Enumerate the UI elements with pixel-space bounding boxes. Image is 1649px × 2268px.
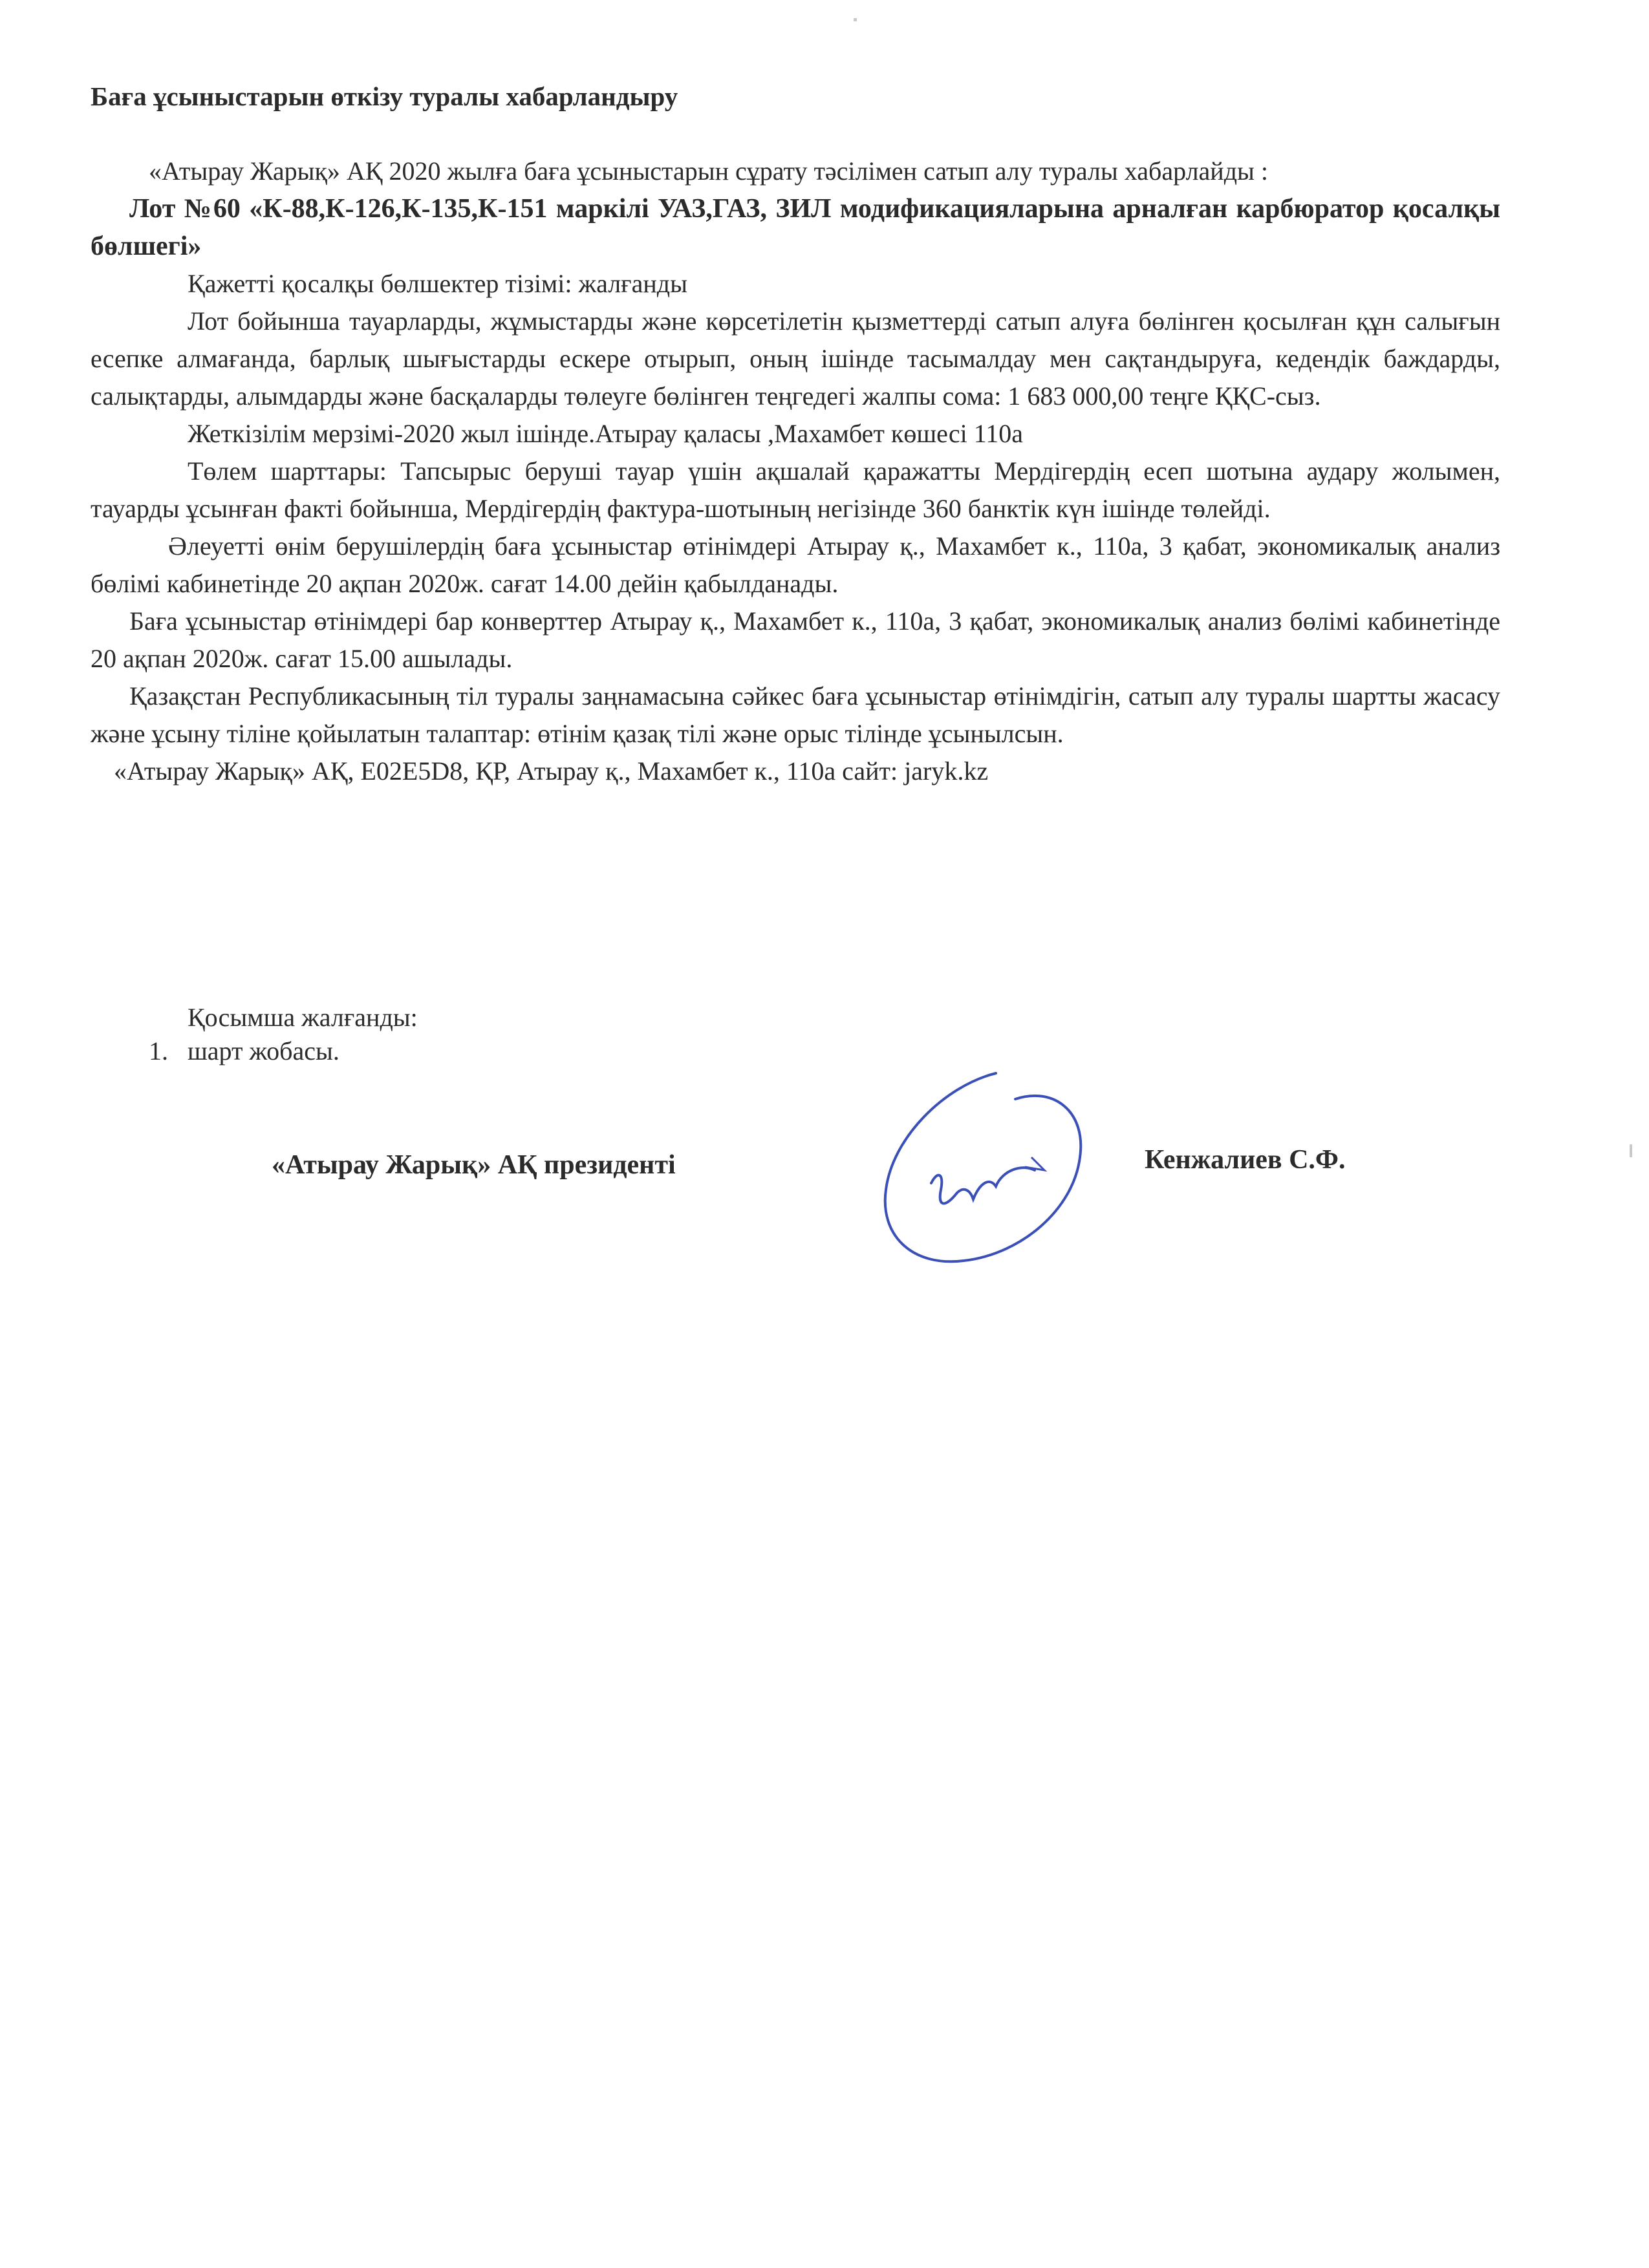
document-body	[91, 78, 1500, 790]
lot-heading: Лот №60 «К-88,К-126,К-135,К-151 маркілі УАЗ,ГАЗ, ЗИЛ модификацияларына арналған карбюратор қосалқы бөлшегі»	[91, 194, 1500, 261]
scan-mark	[1630, 1144, 1632, 1157]
intro-paragraph: «Атырау Жарық» АҚ 2020 жылға баға ұсыныстарын сұрату тәсілімен сатып алу туралы хабарлайды :	[149, 156, 1269, 186]
delivery-paragraph: Жеткізілім мерзімі-2020 жыл ішінде.Атырау қаласы ,Махамбет көшесі 110а	[188, 419, 1024, 448]
attachment-number: 1.	[149, 1036, 168, 1065]
parts-list-paragraph: Қажетті қосалқы бөлшектер тізімі: жалғанды	[188, 269, 687, 298]
opening-paragraph: Баға ұсыныстар өтінімдері бар конверттер Атырау қ., Махамбет к., 110а, 3 қабат, экономикалық анализ бөлімі кабинетінде 20 ақпан 2020ж. сағат 15.00 ашылады.	[91, 606, 1500, 673]
amount-paragraph: Лот бойынша тауарларды, жұмыстарды және көрсетілетін қызметтерді сатып алуға бөлінген қосылған құн салығын есепке алмағанда, барлық шығыстарды ескере отырып, оның ішінде тасымалдау мен сақтандыруға, кедендік баждарды, салықтарды, алымдарды және басқаларды төлеуге бөлінген теңгедегі жалпы сома: 1 683 000,00 теңге ҚҚС-сыз.	[91, 306, 1500, 411]
document-title: Баға ұсыныстарын өткізу туралы хабарландыру	[91, 81, 678, 111]
language-paragraph: Қазақстан Республикасының тіл туралы заңнамасына сәйкес баға ұсыныстар өтінімдігін, сатып алу туралы шартты жасасу және ұсыну тіліне қойылатын талаптар: өтінім қазақ тілі және орыс тілінде ұсынылсын.	[91, 681, 1500, 748]
attachment-text: шарт жобасы.	[188, 1036, 339, 1065]
signatory-position: «Атырау Жарық» АҚ президенті	[272, 1150, 676, 1180]
payment-paragraph: Төлем шарттары: Тапсырыс беруші тауар үшін ақшалай қаражатты Мердігердің есеп шотына аудару жолымен, тауарды ұсынған факті бойынша, Мердігердің фактура-шотының негізінде 360 банктік күн ішінде төлейді.	[91, 456, 1500, 523]
scan-mark	[854, 18, 857, 21]
attachment-item	[149, 1034, 418, 1068]
company-address: «Атырау Жарық» АҚ, E02E5D8, ҚР, Атырау қ., Махамбет к., 110а сайт: jaryk.kz	[114, 756, 989, 786]
handwritten-signature	[867, 1060, 1099, 1293]
attachments-label: Қосымша жалғанды:	[188, 1003, 418, 1032]
submission-paragraph: Әлеуетті өнім берушілердің баға ұсыныстар өтінімдері Атырау қ., Махамбет к., 110а, 3 қабат, экономикалық анализ бөлімі кабинетінде 20 ақпан 2020ж. сағат 14.00 дейін қабылданады.	[91, 531, 1500, 598]
signatory-name: Кенжалиев С.Ф.	[1145, 1145, 1346, 1175]
attachments	[149, 1001, 418, 1068]
